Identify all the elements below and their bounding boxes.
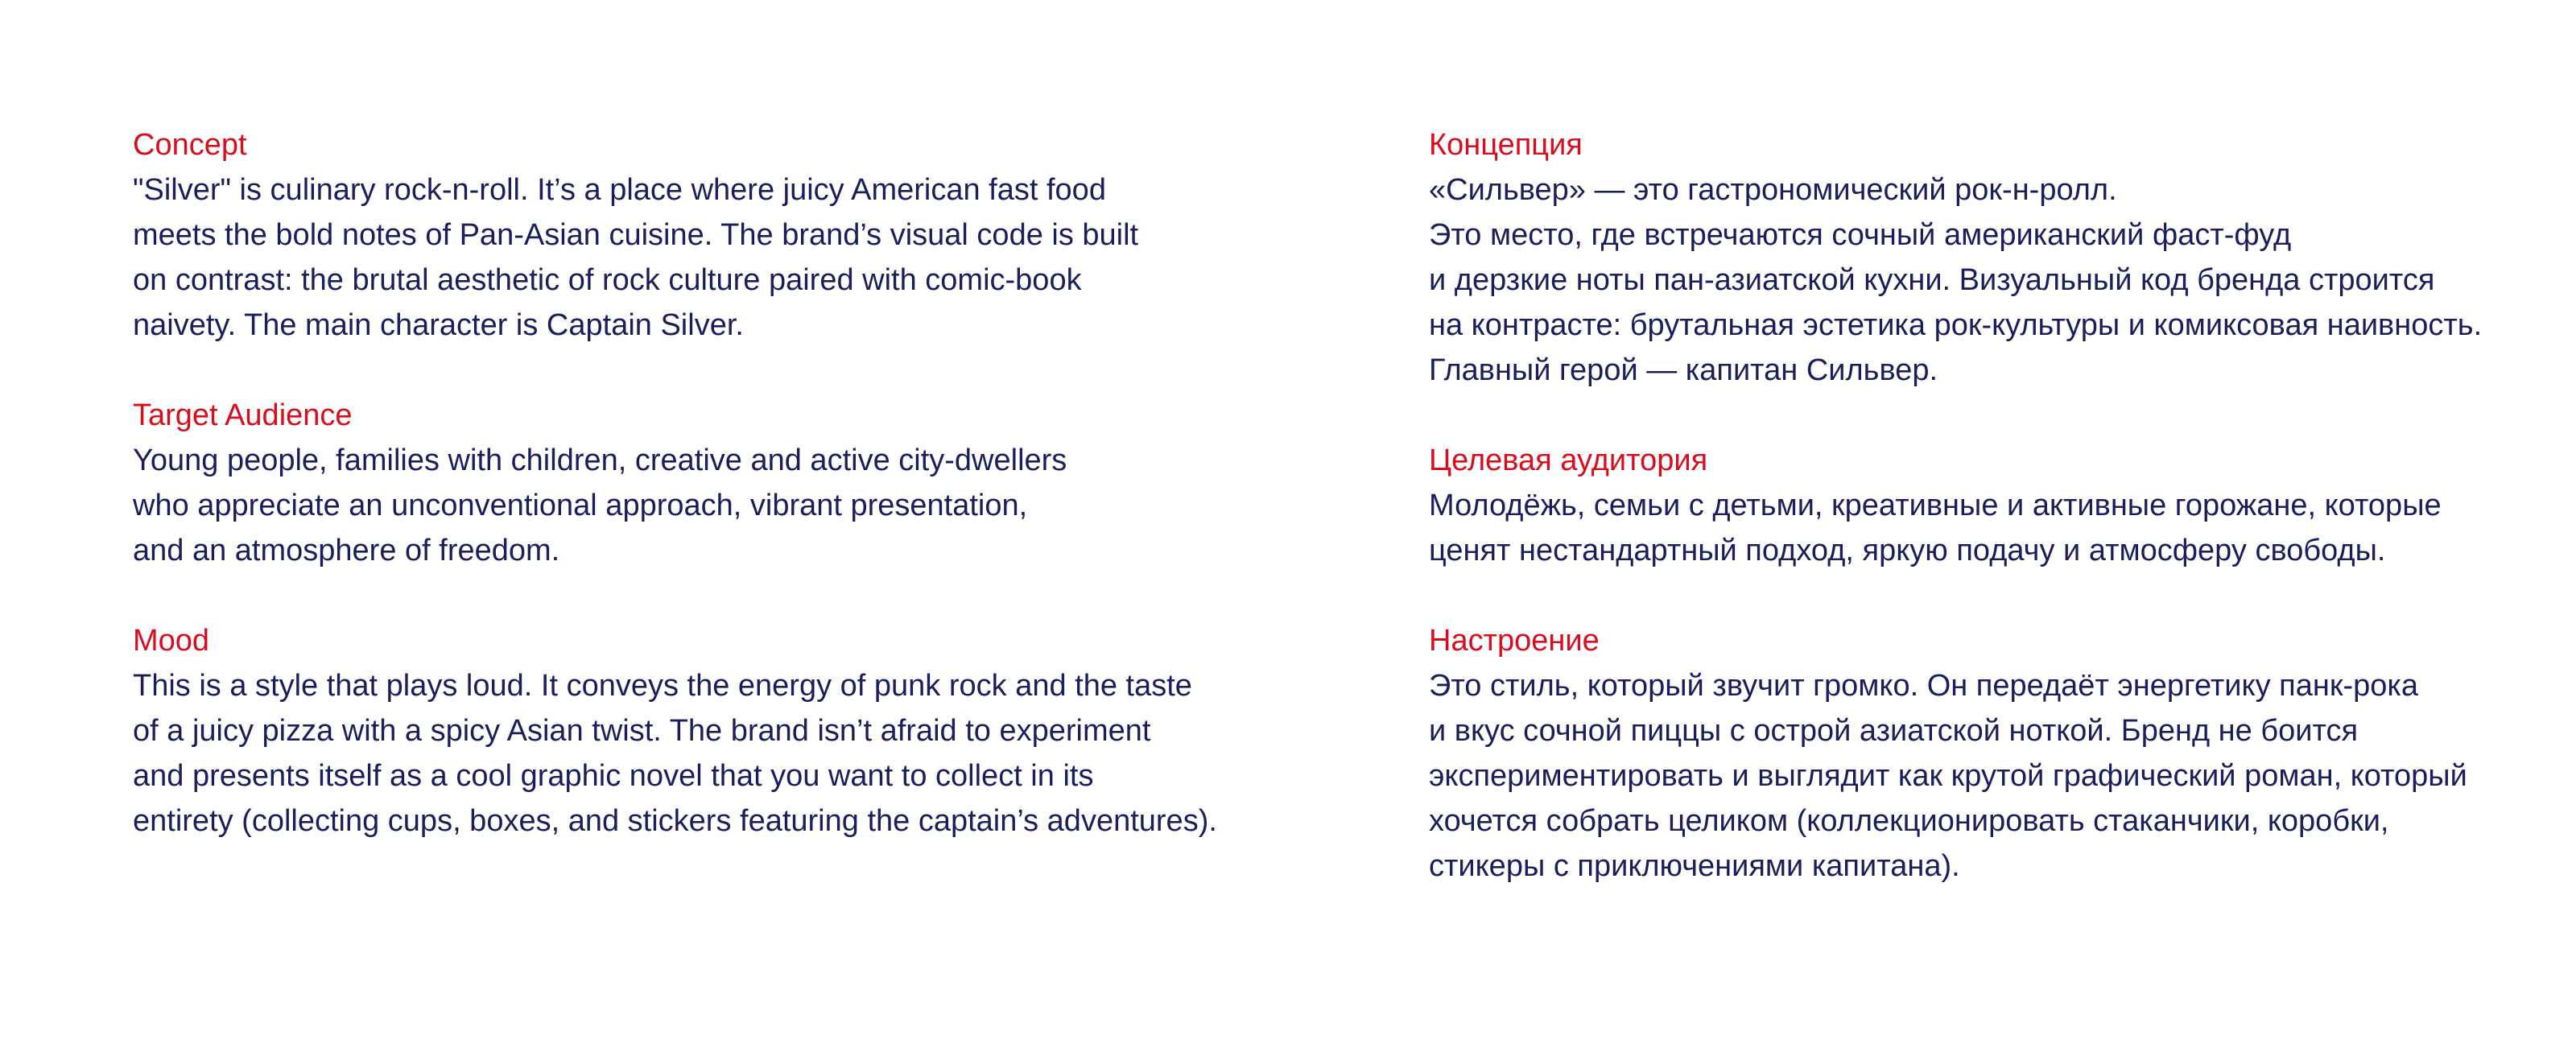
concept-heading-ru: Концепция bbox=[1429, 128, 1583, 162]
mood-line-ru: экспериментировать и выглядит как крутой графический роман, который bbox=[1429, 759, 2467, 793]
mood-line: This is a style that plays loud. It conveys the energy of punk rock and the taste bbox=[133, 669, 1192, 703]
concept-line-ru: на контрасте: брутальная эстетика рок-культуры и комиксовая наивность. bbox=[1429, 308, 2483, 342]
concept-line-ru: «Сильвер» — это гастрономический рок-н-ролл. bbox=[1429, 173, 2117, 207]
concept-line: "Silver" is culinary rock-n-roll. It’s a place where juicy American fast food bbox=[133, 173, 1106, 207]
audience-heading-ru: Целевая аудитория bbox=[1429, 444, 1708, 477]
russian-column bbox=[1429, 122, 2524, 934]
concept-line: naivety. The main character is Captain Silver. bbox=[133, 308, 744, 342]
concept-line: meets the bold notes of Pan-Asian cuisine. The brand’s visual code is built bbox=[133, 218, 1139, 252]
audience-heading: Target Audience bbox=[133, 398, 353, 432]
mood-section-ru bbox=[1429, 618, 2524, 889]
concept-section-ru bbox=[1429, 122, 2524, 393]
audience-line: Young people, families with children, creative and active city-dwellers bbox=[133, 444, 1067, 477]
mood-line-ru: и вкус сочной пиццы с острой азиатской ноткой. Бренд не боится bbox=[1429, 714, 2359, 748]
mood-line: and presents itself as a cool graphic novel that you want to collect in its bbox=[133, 759, 1094, 793]
audience-section-ru bbox=[1429, 438, 2524, 573]
concept-heading: Concept bbox=[133, 128, 247, 162]
audience-line: who appreciate an unconventional approach, vibrant presentation, bbox=[133, 489, 1028, 522]
concept-line-ru: Главный герой — капитан Сильвер. bbox=[1429, 353, 1938, 387]
mood-line: entirety (collecting cups, boxes, and stickers featuring the captain’s adventures). bbox=[133, 804, 1217, 838]
audience-section-en bbox=[133, 393, 1292, 573]
audience-line-ru: ценят нестандартный подход, яркую подачу и атмосферу свободы. bbox=[1429, 534, 2386, 567]
concept-line-ru: Это место, где встречаются сочный американский фаст-фуд bbox=[1429, 218, 2292, 252]
mood-heading: Mood bbox=[133, 624, 210, 658]
mood-line-ru: Это стиль, который звучит громко. Он передаёт энергетику панк-рока bbox=[1429, 669, 2418, 703]
audience-line-ru: Молодёжь, семьи с детьми, креативные и активные горожане, которые bbox=[1429, 489, 2442, 522]
mood-section-en bbox=[133, 618, 1292, 844]
mood-line-ru: хочется собрать целиком (коллекционировать стаканчики, коробки, bbox=[1429, 804, 2389, 838]
english-column bbox=[133, 122, 1292, 889]
mood-line-ru: стикеры с приключениями капитана). bbox=[1429, 849, 1960, 883]
concept-line-ru: и дерзкие ноты пан-азиатской кухни. Визуальный код бренда строится bbox=[1429, 263, 2435, 297]
mood-line: of a juicy pizza with a spicy Asian twist. The brand isn’t afraid to experiment bbox=[133, 714, 1151, 748]
concept-line: on contrast: the brutal aesthetic of rock culture paired with comic-book bbox=[133, 263, 1082, 297]
audience-line: and an atmosphere of freedom. bbox=[133, 534, 560, 567]
concept-section-en bbox=[133, 122, 1292, 348]
mood-heading-ru: Настроение bbox=[1429, 624, 1600, 658]
